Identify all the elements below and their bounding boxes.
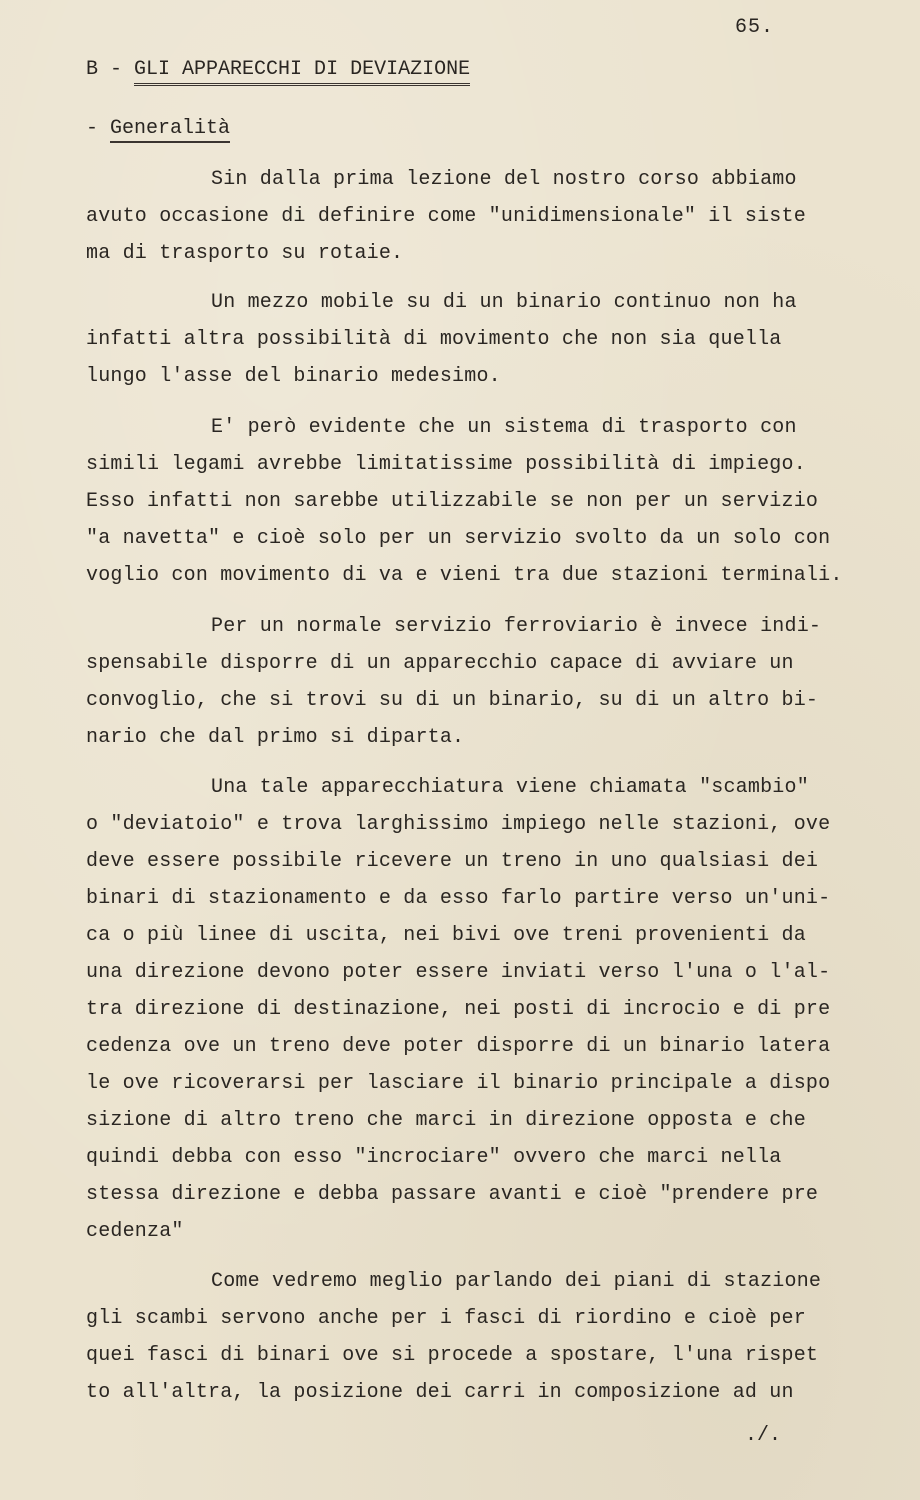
text-line: ca o più linee di uscita, nei bivi ove treni provenienti da [86,924,806,947]
text-line: convoglio, che si trovi su di un binario, su di un altro bi- [86,689,819,712]
text-line: stessa direzione e debba passare avanti e cioè "prendere pre [86,1183,819,1206]
text-line: una direzione devono poter essere inviati verso l'una o l'al- [86,961,831,984]
text-line: quindi debba con esso "incrociare" ovvero che marci nella [86,1146,782,1169]
text-line: deve essere possibile ricevere un treno in uno qualsiasi dei [86,850,819,873]
text-line: Sin dalla prima lezione del nostro corso abbiamo [211,168,797,191]
text-line: to all'altra, la posizione dei carri in composizione ad un [86,1381,794,1404]
subsection-heading-prefix: - [86,117,99,140]
section-heading [86,58,470,86]
subsection-heading [86,117,230,143]
text-line: avuto occasione di definire come "unidimensionale" il siste [86,205,806,228]
section-heading-prefix: B - [86,58,123,81]
text-line: cedenza ove un treno deve poter disporre di un binario latera [86,1035,831,1058]
subsection-heading-title: Generalità [110,117,230,143]
text-line: infatti altra possibilità di movimento che non sia quella [86,328,782,351]
text-line: "a navetta" e cioè solo per un servizio svolto da un solo con [86,527,831,550]
text-line: voglio con movimento di va e vieni tra due stazioni terminali. [86,564,843,587]
text-line: spensabile disporre di un apparecchio capace di avviare un [86,652,794,675]
section-heading-title: GLI APPARECCHI DI DEVIAZIONE [134,58,470,86]
text-line: Un mezzo mobile su di un binario continuo non ha [211,291,797,314]
text-line: sizione di altro treno che marci in direzione opposta e che [86,1109,806,1132]
text-line: o "deviatoio" e trova larghissimo impiego nelle stazioni, ove [86,813,831,836]
text-line: ma di trasporto su rotaie. [86,242,404,265]
text-line: cedenza" [86,1220,184,1243]
text-line: Una tale apparecchiatura viene chiamata "scambio" [211,776,809,799]
text-line: gli scambi servono anche per i fasci di riordino e cioè per [86,1307,806,1330]
text-line: Per un normale servizio ferroviario è invece indi- [211,615,822,638]
text-line: Come vedremo meglio parlando dei piani di stazione [211,1270,822,1293]
text-line: quei fasci di binari ove si procede a spostare, l'una rispet [86,1344,819,1367]
continuation-mark: ./. [745,1424,782,1447]
text-line: E' però evidente che un sistema di trasporto con [211,416,797,439]
text-line: lungo l'asse del binario medesimo. [86,365,501,388]
text-line: tra direzione di destinazione, nei posti di incrocio e di pre [86,998,831,1021]
text-line: le ove ricoverarsi per lasciare il binario principale a dispo [86,1072,831,1095]
page-number: 65. [735,16,775,39]
text-line: nario che dal primo si diparta. [86,726,465,749]
text-line: simili legami avrebbe limitatissime possibilità di impiego. [86,453,806,476]
text-line: binari di stazionamento e da esso farlo partire verso un'uni- [86,887,831,910]
text-line: Esso infatti non sarebbe utilizzabile se non per un servizio [86,490,819,513]
